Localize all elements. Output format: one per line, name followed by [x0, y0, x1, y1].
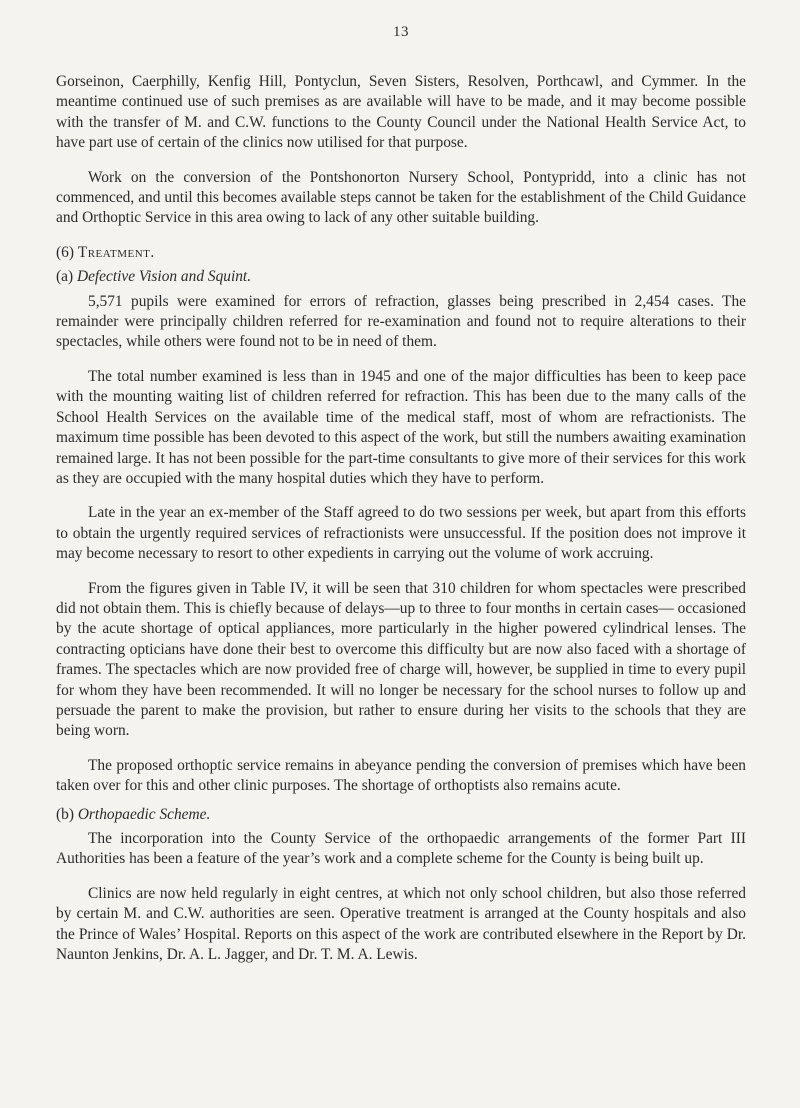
- section-number: (6): [56, 243, 74, 261]
- paragraph-orthopaedic-incorporation: The incorporation into the County Service of the orthopaedic arrangements of the former Part III Authorities has been a feature of the year’s work and a complete scheme for the County is being built up.: [56, 830, 746, 868]
- paragraph-waiting-list: The total number examined is less than in 1945 and one of the major difficulties has been to keep pace with the mounting waiting list of children referred for refraction. This has been due to the many calls of the School Health Services on the available time of the medical staff, most of whom are refractionists. The maximum time possible has been devoted to this aspect of the work, but still the numbers awaiting examination remained large. It has not been possible for the part-time consultants to give more of their services for this work as they are occupied with the many hospital duties which they have to perform.: [56, 367, 746, 487]
- paragraph-clinic-locations: Gorseinon, Caerphilly, Kenfig Hill, Pontyclun, Seven Sisters, Resolven, Porthcawl, and Cymmer. In the meantime continued use of such premises as are available will have to be made, and it may become possible with the transfer of M. and C.W. functions to the County Council under the National Health Service Act, to have part use of certain of the clinics now utilised for that purpose.: [56, 73, 746, 152]
- subsection-title: Orthopaedic Scheme.: [77, 805, 211, 823]
- subsection-label: (b): [56, 805, 74, 823]
- subsection-heading-orthopaedic: [56, 805, 746, 825]
- page-number: 13: [393, 24, 409, 40]
- paragraph-spectacles-supply: From the figures given in Table IV, it will be seen that 310 children for whom spectacles were prescribed did not obtain them. This is chiefly because of delays—up to three to four months in certain cases— occasioned by the acute shortage of optical appliances, more particularly in the higher powered cylindrical lenses. The contracting opticians have done their best to overcome this difficulty but are now also faced with a shortage of frames. The spectacles which are now provided free of charge will, however, be supplied in time to every pupil for whom they have been recommended. It will no longer be necessary for the school nurses to follow up and persuade the parent to make the provision, but rather to ensure during her visits to the schools that they are being worn.: [56, 579, 746, 740]
- section-title: Treatment.: [77, 243, 155, 261]
- subsection-heading-defective-vision: [56, 267, 746, 287]
- paragraph-orthoptic-service: The proposed orthoptic service remains in abeyance pending the conversion of premises which have been taken over for this and other clinic purposes. The shortage of orthoptists also remains acute.: [56, 756, 746, 795]
- subsection-label: (a): [56, 268, 74, 286]
- paragraph-pontshonorton: Work on the conversion of the Pontshonorton Nursery School, Pontypridd, into a clinic has not commenced, and until this becomes available steps cannot be taken for the establishment of the Child Guidance and Orthoptic Service in this area owing to lack of any other suitable building.: [56, 168, 746, 227]
- paragraph-refraction-exams: 5,571 pupils were examined for errors of refraction, glasses being prescribed in 2,454 cases. The remainder were principally children referred for re-examination and found not to require alterations to their spectacles, while others were found not to be in need of them.: [56, 292, 746, 351]
- subsection-title: Defective Vision and Squint.: [76, 268, 252, 286]
- paragraph-clinics-centres: Clinics are now held regularly in eight centres, at which not only school children, but also those referred by certain M. and C.W. authorities are seen. Operative treatment is arranged at the County hospitals and also the Prince of Wales’ Hospital. Reports on this aspect of the work are contributed elsewhere in the Report by Dr. Naunton Jenkins, Dr. A. L. Jagger, and Dr. T. M. A. Lewis.: [56, 884, 746, 964]
- paragraph-staff-sessions: Late in the year an ex-member of the Staff agreed to do two sessions per week, but apart from this efforts to obtain the urgently required services of refractionists were unsuccessful. If the position does not improve it may become necessary to resort to other expedients in carrying out the volume of work accruing.: [56, 504, 746, 563]
- section-heading-treatment: [56, 243, 746, 263]
